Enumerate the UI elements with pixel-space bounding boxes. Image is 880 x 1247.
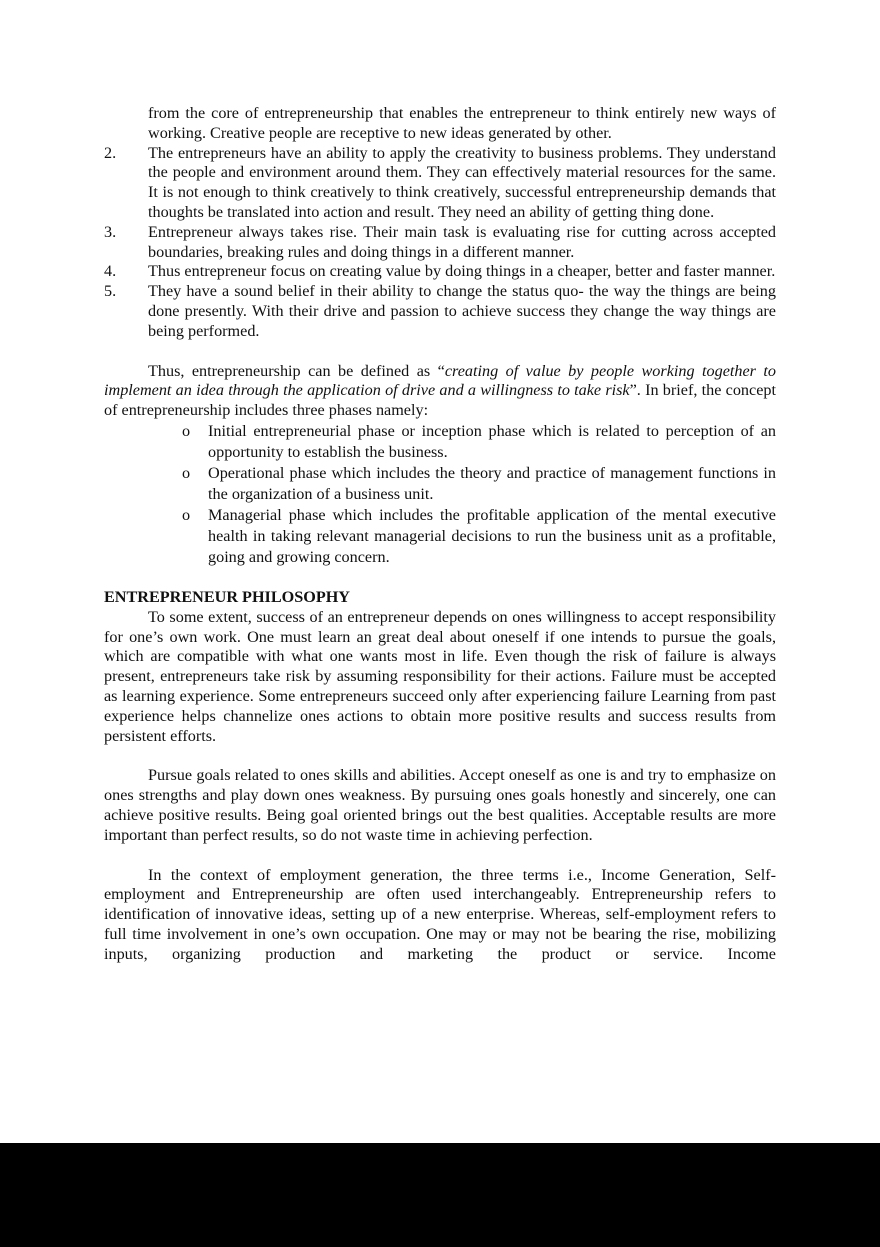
item-number: 4.	[104, 262, 117, 281]
body-paragraph: In the context of employment generation, the three terms i.e., Income Generation, Self-employment and Entrepreneurship are often used interchangeably. Entrepreneurship refers to identification of innovative ideas, setting up of a new enterprise. Whereas, self-employment refers to full time involvement in one’s own occupation. One may or may not be bearing the rise, mobilizing inputs, organizing production and marketing the product or service. Income	[104, 865, 776, 963]
phase-text: Operational phase which includes the theory and practice of management functions in the organization of a business unit.	[208, 463, 776, 503]
definition-intro: Thus, entrepreneurship can be defined as “	[148, 361, 445, 380]
definition-paragraph	[104, 362, 776, 421]
body-paragraph: To some extent, success of an entrepreneur depends on ones willingness to accept responsibility for one’s own work. One must learn an great deal about oneself if one intends to pursue the goals, which are compatible with what one wants most in life. Even though the risk of failure is always present, entrepreneurs take risk by assuming responsibility for their actions. Failure must be accepted as learning experience. Some entrepreneurs succeed only after experiencing failure Learning from past experience helps channelize ones actions to obtain more positive results and success results from persistent efforts.	[104, 607, 776, 745]
bullet-icon: o	[182, 505, 191, 524]
definition-outro: ”. In brief, the concept of entrepreneurship includes three phases namely:	[104, 381, 776, 420]
phase-item	[182, 463, 776, 505]
body-paragraph: Pursue goals related to ones skills and abilities. Accept oneself as one is and try to emphasize on ones strengths and play down ones weakness. By pursuing ones goals honestly and sincerely, one can achieve positive results. Being goal oriented brings out the best qualities. Acceptable results are more important than perfect results, so do not waste time in achieving perfection.	[104, 766, 776, 844]
item-text: Thus entrepreneur focus on creating value by doing things in a cheaper, better and faster manner.	[148, 262, 776, 281]
numbered-item	[104, 144, 776, 223]
spacer	[104, 746, 776, 766]
item-text: Entrepreneur always takes rise. Their main task is evaluating rise for cutting across accepted boundaries, breaking rules and doing things in a different manner.	[148, 222, 776, 261]
page-content	[104, 104, 776, 965]
phase-text: Managerial phase which includes the profitable application of the mental executive health in taking relevant managerial decisions to run the business unit as a profitable, going and growing concern.	[208, 505, 776, 566]
item-number: 3.	[104, 222, 117, 241]
numbered-item	[104, 223, 776, 263]
section-heading: ENTREPRENEUR PHILOSOPHY	[104, 587, 350, 606]
item-text: They have a sound belief in their ability to change the status quo- the way the things are being done presently. With their drive and passion to achieve success they change the way things are being performed.	[148, 282, 776, 340]
numbered-item	[104, 262, 776, 282]
phase-item	[182, 505, 776, 568]
phase-list	[182, 421, 776, 568]
item-number: 5.	[104, 282, 117, 301]
bullet-icon: o	[182, 463, 191, 482]
spacer	[104, 846, 776, 866]
item-number: 2.	[104, 143, 117, 162]
phase-text: Initial entrepreneurial phase or inception phase which is related to perception of an opportunity to establish the business.	[208, 421, 776, 461]
bullet-icon: o	[182, 421, 191, 440]
item-text: The entrepreneurs have an ability to apply the creativity to business problems. They understand the people and environment around them. They can effectively material resources for the same. It is not enough to think creatively to think creatively, successful entrepreneurship demands that thoughts be translated into action and result. They need an ability of getting thing done.	[148, 143, 776, 221]
spacer	[104, 342, 776, 362]
numbered-item	[104, 282, 776, 341]
list-item-continuation: from the core of entrepreneurship that enables the entrepreneur to think entirely new ways of working. Creative people are receptive to new ideas generated by other.	[148, 104, 776, 142]
phase-item	[182, 421, 776, 463]
definition-quote: creating of value by people working together to implement an idea through the application of drive and a willingness to take risk	[104, 361, 777, 400]
